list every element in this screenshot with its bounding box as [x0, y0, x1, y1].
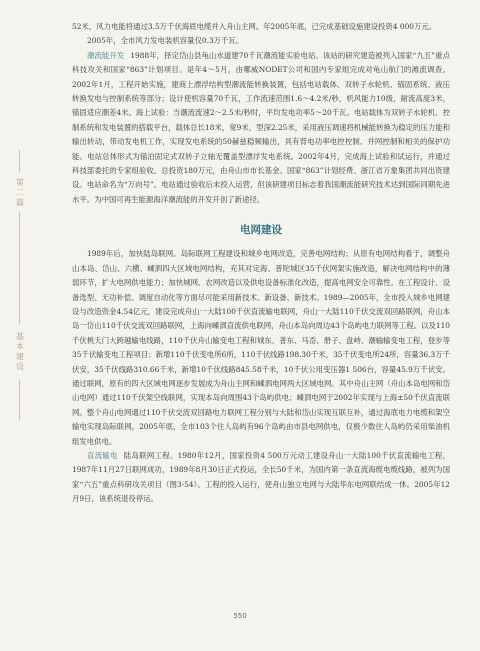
- page-number: 550: [233, 612, 247, 620]
- sidebar-rule-middle: [19, 212, 20, 324]
- keyword-tidal: 潮流能开发: [87, 50, 125, 60]
- section-title: 电网建设: [240, 224, 282, 237]
- sidebar-rule-bottom: [19, 380, 20, 420]
- paragraph-tidal-text: 1988年，择定岱山县龟山水道建70千瓦潮流能实验电站。该站的研究建造被列入国家“九五”重点科技攻关和国家“863”计划项目。是年4～5月，由哪威NODET公司和国内专家组完成对龟山航门的滩流调查。2002年1月，工程开始实施，建商上漂浮结构型潮流能转换装置，包括电站载体、双转子水轮机、锚固系统、液压转换发电与控制系统等部分；设计使机容量70千瓦，工作流速范围1.6～4.2米/秒，机风能力10级，耐流高度3米，锚固适应潮差4米。海上试验：当潮流流速2～2.5米/秒时，平均发电功率5～20千瓦。电站载体为双转子水轮机、控制系统和发电装置的搭载平台，载体总长18米，宽9米，型深2.25米，采用液压调速将机械能转换为稳定的压力能和输出转动，带动发电机工作，实现发电系统的50赫兹稳频输出，具有背电功率电控控制、并网控制和相关的保护功能。电站总体形式为锚泊固定式双转子立轴无覆盖型漂浮发电系统。2002年4月，完成海上试验和试运行，并通过科技部委托的专家组验收。总投资180万元，由舟山市市长基金、国家“863”计划经费、浙江省万象集团共同出资建设。电站命名为“万向号”。电站通过验收后未投入运营，但该研建项目标志着我国潮流能研究技术达到国际同期先进水平。为中国可再生能源海洋潮流能的开发开创了新途径。: [72, 50, 450, 204]
- sidebar-rule-top: [19, 150, 20, 172]
- paragraph-dc-text: 陆岛联网工程。1980年12月，国家投资4 500万元动工建设舟山一大陆100千伏直流输电工程，1987年11月27日联网成功，1989年8月30日正式投运，全长50千米，为国内第一条直流海缆电缆线路，被列为国家“六五”重点科研攻关项目（图3-54）。工程的投入运行，使舟山独立电网与大陆华东电网联结成一体。2005年12月9日，该系统退役停运。: [72, 450, 450, 504]
- paragraph-grid: 1989年后，加快陆岛联网。岛际联网工程建设和城乡电网改造，完善电网结构；从原有电网结构看于，调整舟山本岛、岱山、六横、嵊泗四大区域电网结构，充其对定海、普陀城区35千伏网架实施改造，解决电网结构中的薄弱环节，扩大电网供电能力；加快城网、农网改造以及供电设备标准化改造，提高电网安全可靠性。在工程设计、设备选型、无功补偿、调度自动化等方面尽可能采用新技术、新设备、新技术。1989—2005年，全市投入城乡电网建设与改造资金4.54亿元，建设完成舟山一大陆100千伏直流输电联网，舟山一大陆110千伏交流双回路联网，舟山本岛一岱山110千伏交流双回路联网，上海向嵊泗直流供电联网，舟山本岛向周边43个岛屿电力联网等工程。以及110千伏桃夭门大跨越输电线路，110千伏舟山输变电工程和城东、普东、马岙、册子、盘峙、潮输输变电工程，登步等35千伏输变电工程项目；新增110千伏变电所6所，110千伏线路198.30千米，35千伏变电所24所，容量36.3万千伏安，35千伏线路310.66千米，新增10千伏线路845.58千米，10千伏公用变压器1 506台，容量45.9万千伏安。通过联网，原有的四大区域电网逐步发展成为舟山主网和嵊泗电网两大区域电网。其中舟山主网（舟山本岛电网和岱山电网）通过110千伏架空线联网，实现本岛向周围43个岛屿供电；嵊泗电网于2002年实现与上海±50千伏直流联网。整个舟山电网通过110千伏交流双回路电力联网工程分别与大陆和岱山实现互联互补，通过海底电力电缆和架空输电实现岛际联网。2005年底，全市103个住人岛屿有96个岛屿由市县电网供电，仅极少数住人岛屿仍采用柴油机组发电供电。: [72, 249, 450, 446]
- sidebar-chapter-label: 第二篇: [16, 178, 24, 207]
- sidebar: [0, 0, 44, 651]
- sidebar-section-label: 基本建设: [16, 332, 24, 371]
- page-content: [72, 20, 450, 507]
- paragraph-dc: [72, 449, 450, 507]
- keyword-dc: 直流输电: [87, 450, 118, 460]
- paragraph-wind-continued: 52米，风力电能将通过3.5万千伏海底电缆并入舟山主网。年2005年底，已完成基础设施建设投资4 000万元。: [72, 22, 437, 31]
- paragraph-tidal: [72, 49, 450, 207]
- paragraph-wind-capacity: 2005年，全市风力发电装机容量仅0.3万千瓦。: [87, 36, 244, 46]
